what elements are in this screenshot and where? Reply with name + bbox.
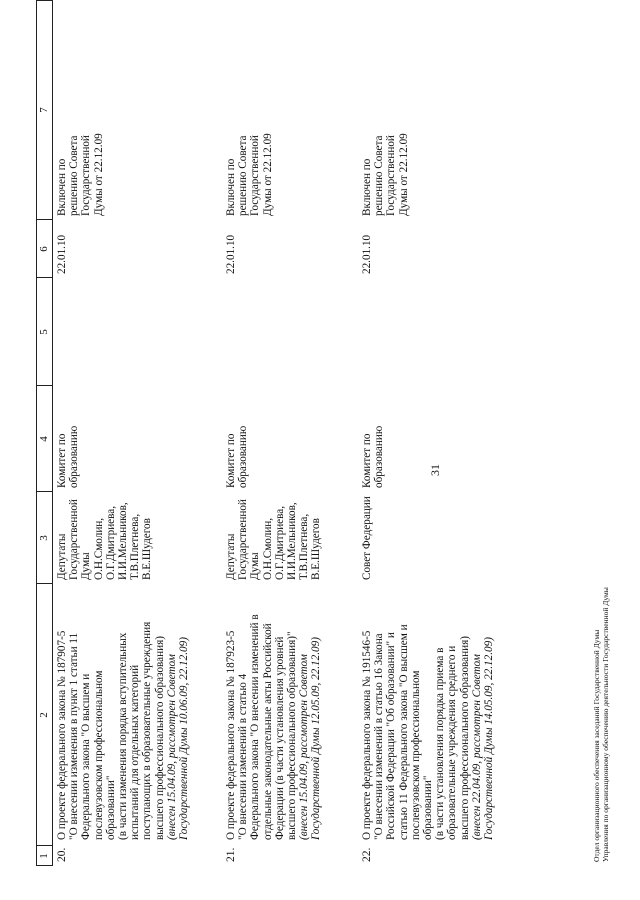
inclusion-status: Включен по решению Совета Государственной Думы от 22.12.09 [361,133,410,216]
bill-note: (внесен 22.04.09, рассмотрен Советом Государственной Думы 14.05.09, 22.12.09) [471,637,496,840]
page-number: 31 [428,464,442,476]
header-col-6: 6 [38,246,50,252]
row-number: 21. [225,847,237,862]
bill-author: Совет Федерации [361,496,373,580]
col-divider-6 [36,219,52,220]
col-divider-2 [36,583,52,584]
responsible-committee: Комитет по образованию [225,425,250,488]
col-divider-3 [36,491,52,492]
col-divider-0 [36,865,52,866]
bill-title: О проекте федерального закона № 187923-5 "О внесении изменений в статью 4 Федерального закона "О внесении изменений в отдельные законодательные акты Российской Федерации (в части установления уровней высшего профессионального образования)" [225,614,299,840]
header-col-5: 5 [38,329,50,335]
inclusion-status: Включен по решению Совета Государственной Думы от 22.12.09 [56,133,105,216]
consideration-date: 22.01.10 [361,234,373,274]
col-divider-1 [36,845,52,846]
responsible-committee: Комитет по образованию [56,425,81,488]
consideration-date: 22.01.10 [56,234,68,274]
header-col-3: 3 [38,535,50,541]
bill-title: О проекте федерального закона № 191546-5 "О внесении изменений в статью 16 Закона Российской Федерации "Об образовании" и статью 11 Федерального закона "О высшем и послевузовском профессиональном образовании" (в части установления порядка приема в образовательные учреждения среднего и высшего профессионального образования) [361,624,471,840]
consideration-date: 22.01.10 [225,234,237,274]
header-col-2: 2 [38,712,50,718]
col-divider-5 [36,277,52,278]
bill-title: О проекте федерального закона № 187907-5 "О внесении изменения в пункт 1 статьи 11 Федерального закона "О высшем и послевузовском профессиональном образовании" (в части изменения порядка вступительных испытаний для отдельных категорий поступающих в образовательные учреждения высшего профессионального образования) [56,621,166,840]
bills-table [36,0,614,866]
footer-line-2: Управления по организационному обеспечению деятельности Государственной Думы [601,587,610,862]
col-divider-7 [36,0,52,1]
bill-note: (внесен 15.04.09, рассмотрен Советом Государственной Думы 12.05.09, 22.12.09) [298,637,323,840]
inclusion-status: Включен по решению Совета Государственной Думы от 22.12.09 [225,133,274,216]
row-number: 22. [361,847,373,862]
header-col-4: 4 [38,436,50,442]
responsible-committee: Комитет по образованию [361,425,386,488]
col-divider-4 [36,385,52,386]
header-bottom-border [52,0,53,866]
page-footer [592,587,610,862]
header-col-1: 1 [38,853,50,859]
bill-note: (внесен 15.04.09, рассмотрен Советом Государственной Думы 10.06.09, 22.12.09) [166,637,191,840]
header-col-7: 7 [38,107,50,113]
bill-author: Депутаты Государственной Думы О.Н.Смолин, О.Г.Дмитриева, И.И.Мельников, Т.В.Плетнева, В.Е.Шудегов [225,499,323,580]
footer-line-1: Отдел организационного обеспечения заседаний Государственной Думы [592,629,601,862]
table-top-border [36,0,37,866]
row-number: 20. [56,847,68,862]
bill-author: Депутаты Государственной Думы О.Н.Смолин, О.Г.Дмитриева, И.И.Мельников, Т.В.Плетнева, В.Е.Шудегов [56,499,154,580]
